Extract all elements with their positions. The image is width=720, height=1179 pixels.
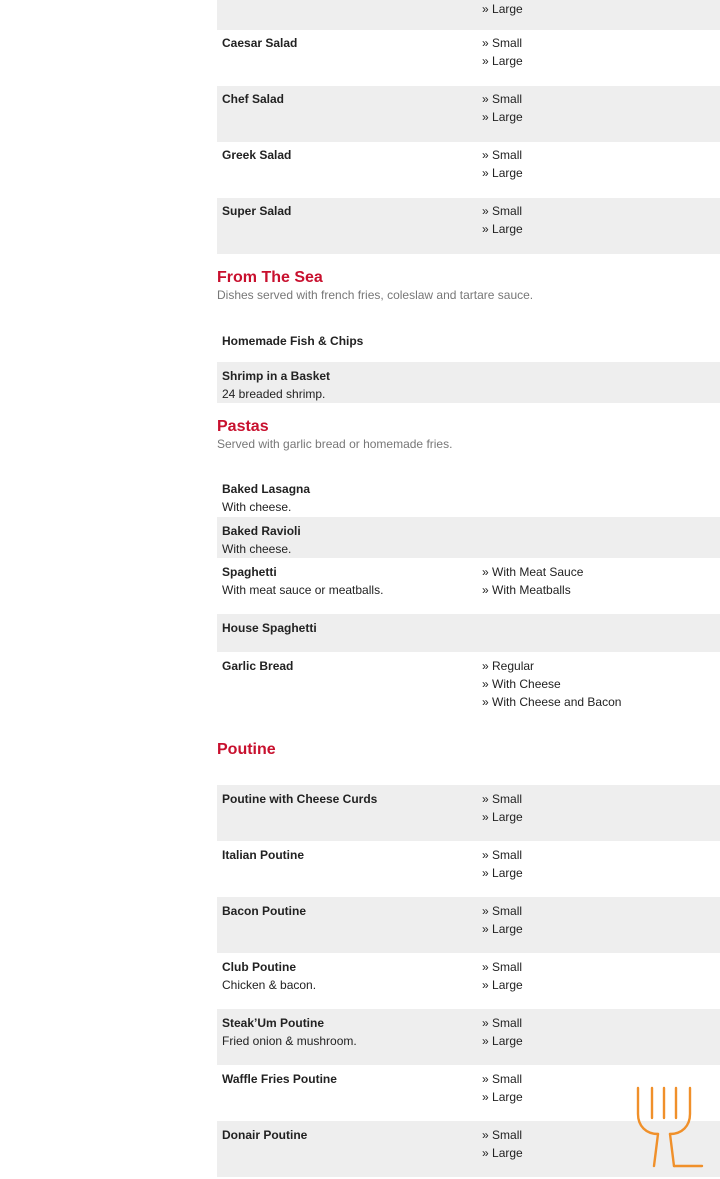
- section-title: From The Sea: [217, 269, 323, 286]
- option-small: » Small: [482, 848, 523, 862]
- option-meatballs: » With Meatballs: [482, 583, 571, 597]
- option-small: » Small: [482, 92, 523, 106]
- item-name: Italian Poutine: [222, 848, 305, 862]
- option-regular: » Regular: [482, 659, 535, 673]
- menu-row-club-poutine: [217, 953, 720, 1009]
- section-subtitle: Dishes served with french fries, coleslaw and tartare sauce.: [217, 288, 534, 302]
- option-small: » Small: [482, 904, 523, 918]
- option-large: » Large: [482, 2, 523, 16]
- item-name: Shrimp in a Basket: [222, 369, 331, 383]
- item-name: Super Salad: [222, 204, 292, 218]
- item-name: Garlic Bread: [222, 659, 294, 673]
- menu-row-steakum-poutine: [217, 1009, 720, 1065]
- option-small: » Small: [482, 960, 523, 974]
- menu-row-caesar-salad: [217, 30, 720, 86]
- option-small: » Small: [482, 36, 523, 50]
- option-small: » Small: [482, 1128, 523, 1142]
- option-large: » Large: [482, 1034, 523, 1048]
- option-cheese-bacon: » With Cheese and Bacon: [482, 695, 622, 709]
- menu-row-house-spaghetti: [217, 614, 720, 652]
- item-name: Poutine with Cheese Curds: [222, 792, 378, 806]
- item-name: Chef Salad: [222, 92, 285, 106]
- menu-row-greek-salad: [217, 142, 720, 198]
- menu-row-super-salad: [217, 198, 720, 254]
- menu-row-baked-lasagna: [217, 476, 720, 517]
- item-name: Spaghetti: [222, 565, 277, 579]
- menu-row-partial: [217, 0, 720, 30]
- section-subtitle: Served with garlic bread or homemade fries.: [217, 437, 453, 451]
- option-small: » Small: [482, 1016, 523, 1030]
- item-description: With cheese.: [222, 542, 292, 556]
- option-large: » Large: [482, 166, 523, 180]
- section-header-sea: [217, 254, 720, 328]
- option-large: » Large: [482, 810, 523, 824]
- item-description: Fried onion & mushroom.: [222, 1034, 357, 1048]
- option-large: » Large: [482, 54, 523, 68]
- option-large: » Large: [482, 110, 523, 124]
- option-meat-sauce: » With Meat Sauce: [482, 565, 584, 579]
- fork-icon[interactable]: [630, 1084, 708, 1170]
- option-large: » Large: [482, 978, 523, 992]
- item-name: Donair Poutine: [222, 1128, 308, 1142]
- option-with-cheese: » With Cheese: [482, 677, 561, 691]
- section-title: Pastas: [217, 418, 269, 435]
- item-name: Waffle Fries Poutine: [222, 1072, 337, 1086]
- item-name: Bacon Poutine: [222, 904, 307, 918]
- item-description: With cheese.: [222, 500, 292, 514]
- item-name: Greek Salad: [222, 148, 292, 162]
- item-name: Steak’Um Poutine: [222, 1016, 325, 1030]
- menu-row-spaghetti: [217, 558, 720, 614]
- menu-row-bacon-poutine: [217, 897, 720, 953]
- item-name: House Spaghetti: [222, 621, 317, 635]
- section-title: Poutine: [217, 741, 276, 758]
- option-large: » Large: [482, 1146, 523, 1160]
- menu-row-shrimp-basket: [217, 362, 720, 403]
- menu-row-baked-ravioli: [217, 517, 720, 558]
- menu-row-chef-salad: [217, 86, 720, 142]
- item-name: Baked Ravioli: [222, 524, 301, 538]
- menu-row-italian-poutine: [217, 841, 720, 897]
- option-large: » Large: [482, 1090, 523, 1104]
- option-small: » Small: [482, 148, 523, 162]
- option-large: » Large: [482, 222, 523, 236]
- menu-row-fish-chips: [217, 328, 720, 362]
- item-description: With meat sauce or meatballs.: [222, 583, 384, 597]
- option-large: » Large: [482, 866, 523, 880]
- option-small: » Small: [482, 204, 523, 218]
- menu-row-poutine-cheese-curds: [217, 785, 720, 841]
- item-description: 24 breaded shrimp.: [222, 387, 326, 401]
- item-description: Chicken & bacon.: [222, 978, 317, 992]
- menu-list: [217, 0, 720, 1177]
- item-name: Baked Lasagna: [222, 482, 311, 496]
- section-header-pastas: [217, 403, 720, 476]
- menu-row-garlic-bread: [217, 652, 720, 728]
- section-header-poutine: [217, 728, 720, 785]
- item-name: Homemade Fish & Chips: [222, 334, 364, 348]
- option-small: » Small: [482, 1072, 523, 1086]
- item-name: Club Poutine: [222, 960, 296, 974]
- option-large: » Large: [482, 922, 523, 936]
- option-small: » Small: [482, 792, 523, 806]
- item-name: Caesar Salad: [222, 36, 298, 50]
